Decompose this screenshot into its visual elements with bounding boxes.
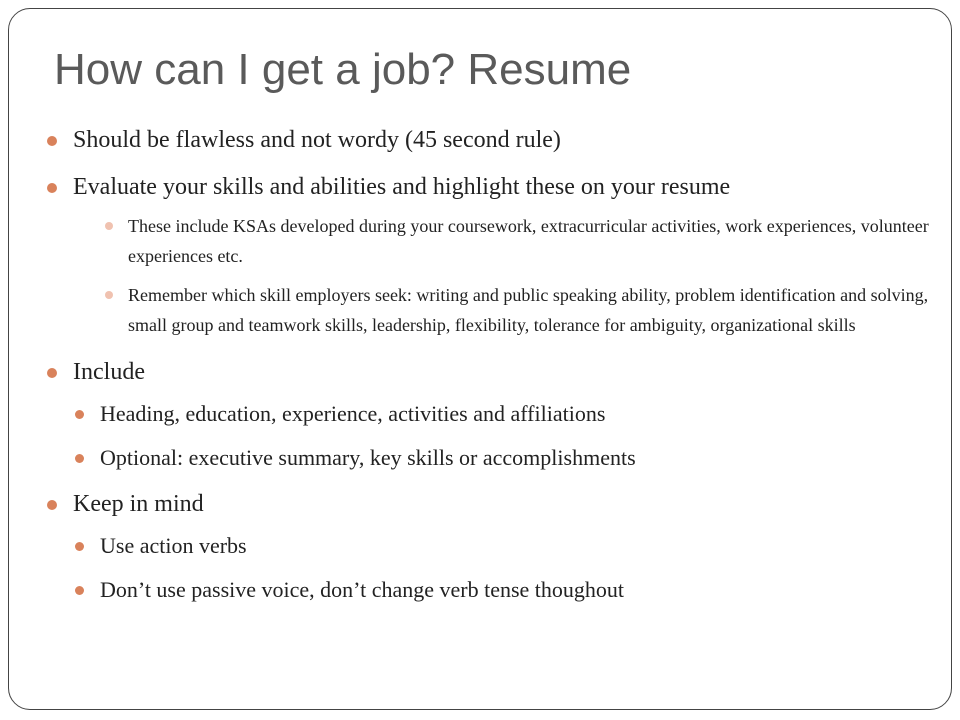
bullet-dot-icon bbox=[75, 542, 84, 551]
bullet-dot-icon bbox=[47, 500, 57, 510]
sub-bullet-item bbox=[75, 444, 937, 472]
sub-bullet-text: Don’t use passive voice, don’t change verb tense thoughout bbox=[100, 577, 625, 602]
bullet-text: Include bbox=[73, 359, 145, 385]
sub-bullet-item bbox=[75, 400, 937, 428]
bullet-dot-icon bbox=[105, 222, 113, 230]
slide-frame bbox=[8, 8, 952, 710]
bullet-text: Should be flawless and not wordy (45 second rule) bbox=[73, 127, 561, 153]
sub-bullet-text: Optional: executive summary, key skills or accomplishments bbox=[100, 445, 636, 470]
bullet-list bbox=[47, 119, 937, 604]
bullet-item bbox=[47, 489, 937, 519]
bullet-dot-icon bbox=[47, 136, 57, 146]
sub-bullet-item bbox=[75, 532, 937, 560]
bullet-dot-icon bbox=[75, 410, 84, 419]
bullet-text: Evaluate your skills and abilities and highlight these on your resume bbox=[73, 174, 731, 200]
sub-bullet-item bbox=[75, 576, 937, 604]
sub-bullet-text: These include KSAs developed during your coursework, extracurricular activities, work experiences, volunteer experiences etc. bbox=[128, 216, 929, 266]
sub-bullet-item bbox=[105, 280, 937, 340]
slide-title: How can I get a job? Resume bbox=[54, 45, 632, 94]
bullet-dot-icon bbox=[47, 368, 57, 378]
sub-bullet-text: Remember which skill employers seek: writing and public speaking ability, problem identification and solving, small group and teamwork skills, leadership, flexibility, tolerance for ambiguity, organizational skills bbox=[128, 285, 929, 335]
bullet-text: Keep in mind bbox=[73, 491, 204, 517]
sub-bullet-text: Use action verbs bbox=[100, 533, 247, 558]
bullet-dot-icon bbox=[75, 586, 84, 595]
bullet-dot-icon bbox=[47, 183, 57, 193]
bullet-item bbox=[47, 125, 937, 155]
bullet-dot-icon bbox=[105, 291, 113, 299]
bullet-item bbox=[47, 172, 937, 202]
bullet-dot-icon bbox=[75, 454, 84, 463]
sub-bullet-item bbox=[105, 211, 937, 271]
bullet-item bbox=[47, 357, 937, 387]
sub-bullet-text: Heading, education, experience, activities and affiliations bbox=[100, 401, 606, 426]
